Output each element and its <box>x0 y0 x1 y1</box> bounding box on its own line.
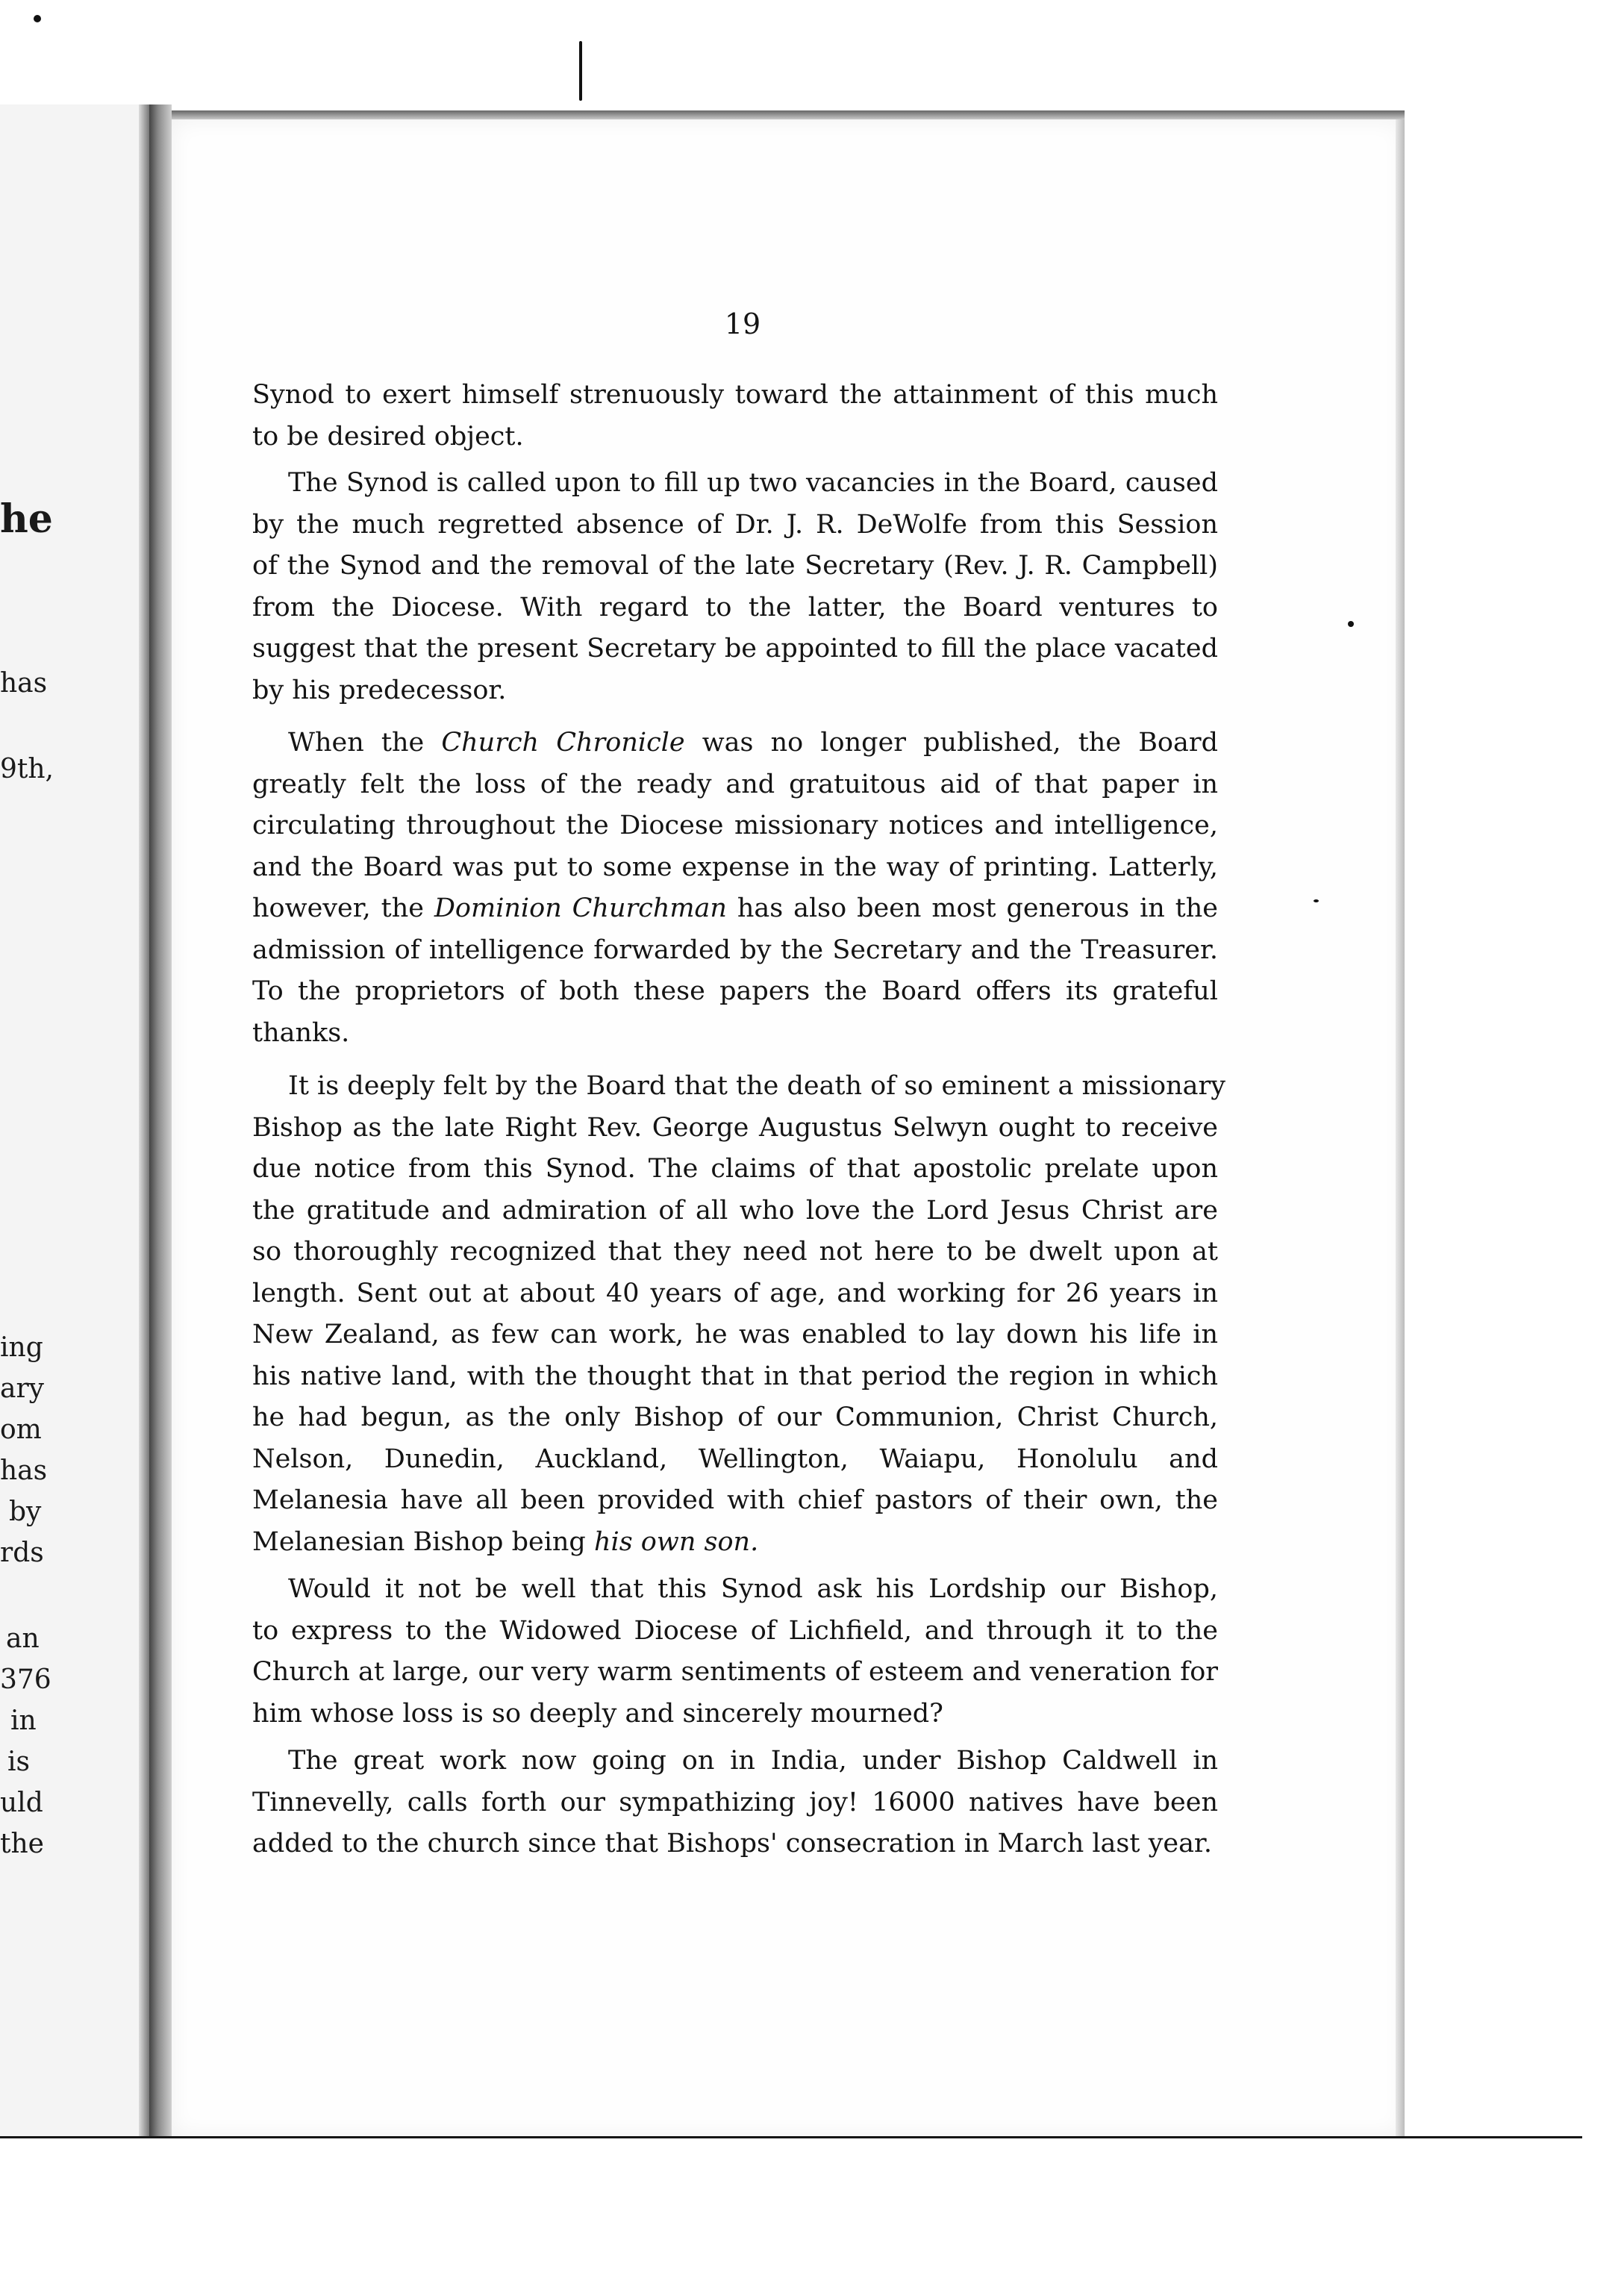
paragraph-1 <box>252 375 1218 458</box>
text-run: Melanesian Bishop being <box>252 1526 594 1557</box>
text-line: circulating throughout the Diocese missionary notices and intelligence, <box>252 811 1218 840</box>
text-line: Bishop as the late Right Rev. George Augustus Selwyn ought to receive <box>252 1112 1218 1143</box>
scan-mark <box>579 41 582 101</box>
text-line: he had begun, as the only Bishop of our Communion, Christ Church, <box>252 1402 1218 1432</box>
text-line: The great work now going on in India, under Bishop Caldwell in <box>288 1746 1218 1776</box>
publication-title: Church Chronicle <box>441 728 685 758</box>
text-line: Melanesia have all been provided with chief pastors of their own, the <box>252 1485 1218 1515</box>
text-line: Would it not be well that this Synod ask his Lordship our Bishop, <box>288 1574 1218 1604</box>
text-line: him whose loss is so deeply and sincerely mourned? <box>252 1698 943 1729</box>
text-line: greatly felt the loss of the ready and gratuitous aid of that paper in <box>252 769 1218 799</box>
facing-page-fragment: in <box>10 1706 37 1736</box>
facing-page-fragment: uld <box>0 1788 43 1818</box>
facing-page-fragment: 9th, <box>0 754 54 784</box>
facing-page-fragment: has <box>0 1455 48 1486</box>
text-line: and the Board was put to some expense in the way of printing. Latterly, <box>252 852 1218 882</box>
paragraph-4 <box>252 1066 1226 1563</box>
text-line: the gratitude and admiration of all who love the Lord Jesus Christ are <box>252 1195 1218 1226</box>
text-line: admission of intelligence forwarded by the Secretary and the Treasurer. <box>252 934 1218 965</box>
text-line: his native land, with the thought that in that period the region in which <box>252 1361 1218 1391</box>
book-spine-shadow <box>139 104 149 2136</box>
text-line: The Synod is called upon to fill up two vacancies in the Board, caused <box>288 468 1218 498</box>
text-line: by the much regretted absence of Dr. J. R. DeWolfe from this Session <box>252 509 1218 540</box>
text-run: was no longer published, the Board <box>684 728 1218 758</box>
scan-speck <box>1348 621 1354 627</box>
facing-page-fragment: 376 <box>0 1664 51 1695</box>
text-line: added to the church since that Bishops' consecration in March last year. <box>252 1829 1212 1859</box>
facing-page-fragment: by <box>9 1497 42 1527</box>
text-run: however, the <box>252 893 434 923</box>
facing-page-fragment: is <box>7 1747 30 1777</box>
paragraph-5 <box>252 1569 1218 1735</box>
text-line: due notice from this Synod. The claims of that apostolic prelate upon <box>252 1154 1218 1184</box>
publication-title: Dominion Churchman <box>434 893 727 923</box>
text-line: thanks. <box>252 1017 350 1048</box>
scan-top-margin <box>0 0 1624 97</box>
text-line: It is deeply felt by the Board that the death of so eminent a missionary <box>288 1071 1226 1101</box>
facing-page-fragment: rds <box>0 1538 44 1568</box>
paragraph-2 <box>252 463 1218 711</box>
text-line: Church at large, our very warm sentiments of esteem and veneration for <box>252 1657 1218 1687</box>
facing-page-fragment: ing <box>0 1332 43 1363</box>
facing-page-fragment: he <box>0 496 53 542</box>
scan-speck <box>34 15 41 22</box>
paragraph-6 <box>252 1741 1218 1865</box>
text-line: by his predecessor. <box>252 675 507 705</box>
text-run: has also been most generous in the <box>726 893 1219 923</box>
scan-speck <box>1314 899 1319 902</box>
text-line: length. Sent out at about 40 years of age, and working for 26 years in <box>252 1278 1218 1308</box>
text-line: from the Diocese. With regard to the latter, the Board ventures to <box>252 592 1218 622</box>
facing-page-fragment: the <box>0 1829 44 1859</box>
page-number: 19 <box>724 308 761 340</box>
emphasized-text: his own son. <box>593 1526 759 1557</box>
text-line: to express to the Widowed Diocese of Lichfield, and through it to the <box>252 1615 1218 1646</box>
text-line: To the proprietors of both these papers the Board offers its grateful <box>252 976 1218 1006</box>
text-line <box>252 888 1218 930</box>
gutter-shadow <box>149 104 172 2150</box>
text-line <box>252 723 1218 764</box>
text-line: New Zealand, as few can work, he was enabled to lay down his life in <box>252 1320 1218 1349</box>
facing-page-fragment: ary <box>0 1373 45 1404</box>
facing-page-fragment: an <box>6 1623 40 1654</box>
text-line: Tinnevelly, calls forth our sympathizing joy! 16000 natives have been <box>252 1787 1218 1817</box>
text-run: When the <box>288 728 442 758</box>
page-right-edge <box>1396 119 1405 2136</box>
text-line: to be desired object. <box>252 421 524 452</box>
text-line: so thoroughly recognized that they need not here to be dwelt upon at <box>252 1237 1218 1267</box>
facing-page-fragment: has <box>0 668 48 699</box>
facing-page-fragment: om <box>0 1414 42 1445</box>
text-line: Synod to exert himself strenuously toward the attainment of this much <box>252 380 1218 410</box>
text-line: suggest that the present Secretary be appointed to fill the place vacated <box>252 634 1218 664</box>
paragraph-3 <box>252 723 1218 1054</box>
text-line: Nelson, Dunedin, Auckland, Wellington, Waiapu, Honolulu and <box>252 1444 1218 1474</box>
text-line <box>252 1522 1218 1564</box>
text-line: of the Synod and the removal of the late Secretary (Rev. J. R. Campbell) <box>252 551 1218 581</box>
scan-bottom-margin <box>0 2138 1624 2275</box>
